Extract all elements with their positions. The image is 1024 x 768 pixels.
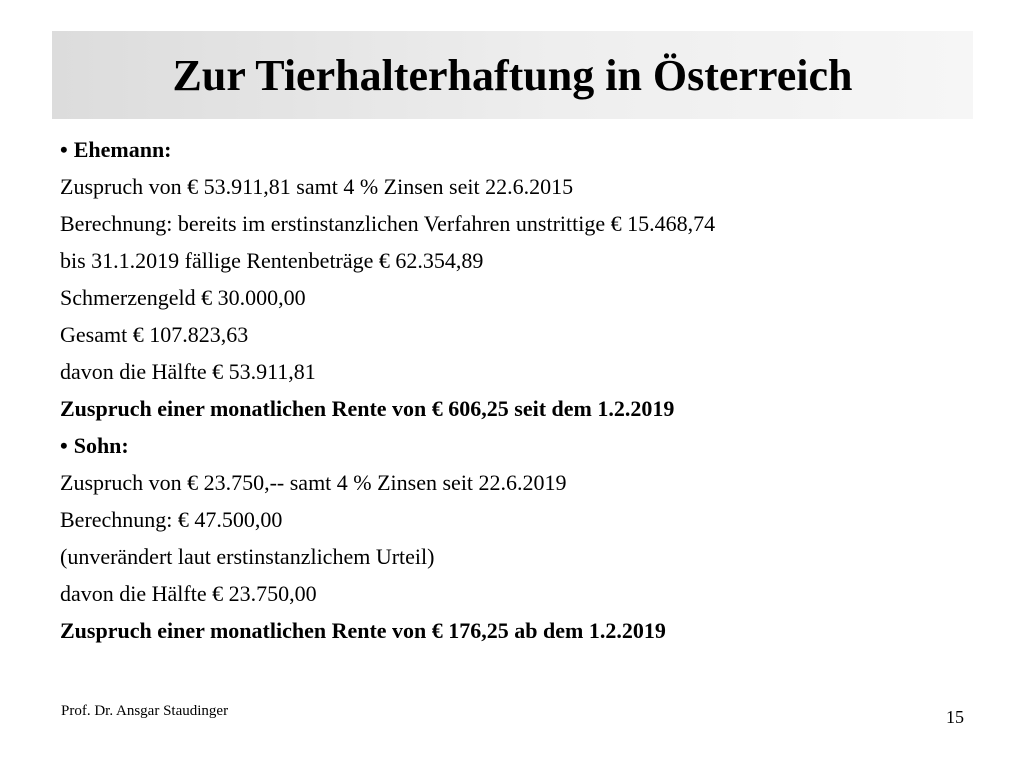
page-number: 15 <box>946 707 964 727</box>
sohn-line: davon die Hälfte € 23.750,00 <box>60 581 317 606</box>
sohn-line: (unverändert laut erstinstanzlichem Urteil) <box>60 544 435 569</box>
footer-author: Prof. Dr. Ansgar Staudinger <box>61 703 229 719</box>
ehemann-line: davon die Hälfte € 53.911,81 <box>60 359 316 384</box>
sohn-line: Berechnung: € 47.500,00 <box>60 507 283 532</box>
ehemann-line: Berechnung: bereits im erstinstanzlichen Verfahren unstrittige € 15.468,74 <box>60 211 716 236</box>
ehemann-line: Gesamt € 107.823,63 <box>60 322 249 347</box>
bullet-icon: • <box>60 433 68 458</box>
ehemann-line: bis 31.1.2019 fällige Rentenbeträge € 62.354,89 <box>60 248 484 273</box>
ehemann-line: Schmerzengeld € 30.000,00 <box>60 285 306 310</box>
sohn-heading-line <box>60 427 960 464</box>
sohn-heading: Sohn: <box>73 433 129 458</box>
sohn-line: Zuspruch von € 23.750,-- samt 4 % Zinsen seit 22.6.2019 <box>60 470 567 495</box>
ehemann-heading-line <box>60 131 960 168</box>
bullet-icon: • <box>60 137 68 162</box>
ehemann-summary: Zuspruch einer monatlichen Rente von € 606,25 seit dem 1.2.2019 <box>60 396 675 421</box>
sohn-summary: Zuspruch einer monatlichen Rente von € 176,25 ab dem 1.2.2019 <box>60 618 666 643</box>
slide-content <box>60 131 960 649</box>
slide-title: Zur Tierhalterhaftung in Österreich <box>172 50 853 100</box>
title-bar <box>52 31 973 119</box>
ehemann-line: Zuspruch von € 53.911,81 samt 4 % Zinsen seit 22.6.2015 <box>60 174 574 199</box>
ehemann-heading: Ehemann: <box>73 137 172 162</box>
